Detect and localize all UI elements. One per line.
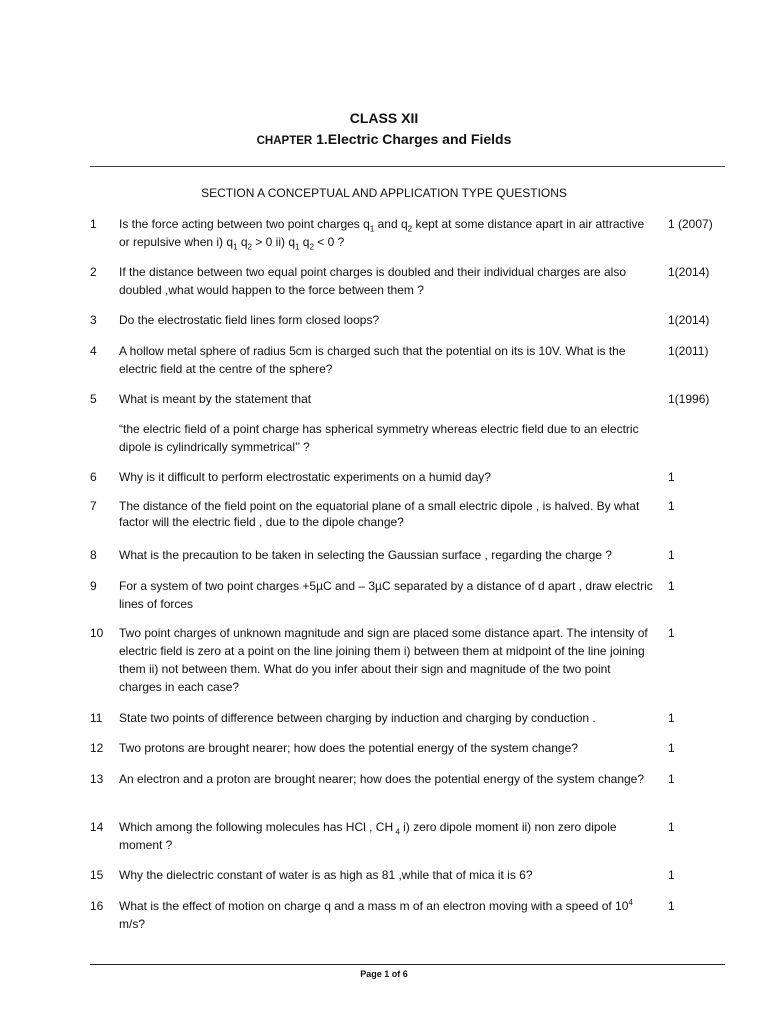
question-marks: 1: [668, 741, 675, 755]
question-marks: 1: [668, 548, 675, 562]
question-marks: 1(2014): [668, 313, 710, 327]
question-text: What is meant by the statement that: [119, 392, 312, 406]
question-number: 5: [90, 392, 97, 406]
question-number: 10: [90, 626, 104, 640]
class-title: CLASS XII: [349, 110, 419, 126]
question-quote: “the electric field of a point charge has spherical symmetry whereas electric field due to an electric dipole is cylindrically symmetrical’’ ?: [119, 422, 639, 454]
question-marks: 1: [668, 868, 675, 882]
question-marks: 1: [668, 711, 675, 725]
question-number: 15: [90, 868, 104, 882]
section-title: SECTION A CONCEPTUAL AND APPLICATION TYPE QUESTIONS: [201, 186, 567, 200]
question-marks: 1(1996): [668, 392, 710, 406]
question-marks: 1(2011): [668, 344, 709, 358]
question-text: Two protons are brought nearer; how does the potential energy of the system change?: [119, 741, 578, 755]
page-footer: Page 1 of 6: [360, 969, 408, 979]
question-text: A hollow metal sphere of radius 5cm is charged such that the potential on its is 10V. What is the electric field at the centre of the sphere?: [119, 344, 626, 376]
total-pages: 6: [402, 969, 408, 979]
question-marks: 1: [668, 899, 675, 913]
chapter-title: [0, 131, 768, 147]
question-marks: 1: [668, 499, 675, 513]
question-text: Two point charges of unknown magnitude and sign are placed some distance apart. The intensity of electric field is zero at a point on the line joining them i) between them at midpoint of the line joining them ii) not between them. What do you infer about their sign and magnitude of the two point charges in each case?: [119, 626, 648, 694]
question-number: 13: [90, 772, 104, 786]
bottom-divider: [90, 964, 725, 965]
top-divider: [90, 166, 725, 167]
question-marks: 1: [668, 820, 675, 834]
question-text: An electron and a proton are brought nearer; how does the potential energy of the system change?: [119, 772, 645, 786]
question-text: What is the effect of motion on charge q and a mass m of an electron moving with a speed of $10^4$ m/s?: [119, 898, 633, 931]
question-text: Which among the following molecules has HCl , CH $_4$ i) zero dipole moment ii) non zero dipole moment ?: [119, 820, 617, 852]
question-text: If the distance between two equal point charges is doubled and their individual charges are also doubled ,what would happen to the force between them ?: [119, 265, 626, 297]
question-number: 3: [90, 313, 97, 327]
question-marks: 1: [668, 626, 675, 640]
question-number: 14: [90, 820, 104, 834]
question-marks: 1: [668, 579, 675, 593]
question-number: 2: [90, 265, 97, 279]
question-number: 16: [90, 899, 104, 913]
question-number: 8: [90, 548, 97, 562]
question-number: 9: [90, 579, 97, 593]
question-text: Why is it difficult to perform electrostatic experiments on a humid day?: [119, 470, 491, 484]
current-page: 1: [384, 969, 390, 979]
question-text: For a system of two point charges +5µC and – 3µC separated by a distance of d apart , draw electric lines of forces: [119, 579, 653, 611]
question-number: 11: [90, 711, 103, 725]
question-text: Do the electrostatic field lines form closed loops?: [119, 313, 380, 327]
question-marks: 1: [668, 470, 675, 484]
question-marks: 1(2014): [668, 265, 710, 279]
question-text: Why the dielectric constant of water is as high as 81 ,while that of mica it is 6?: [119, 868, 533, 882]
question-number: 7: [90, 499, 97, 513]
chapter-prefix: CHAPTER: [256, 135, 313, 147]
question-marks: 1: [668, 772, 675, 786]
question-marks: 1 (2007): [668, 217, 713, 231]
question-text: Is the force acting between two point charges $q_1$ and $q_2$ kept at some distance apart in air attractive or repulsive when i) $q_1$ $q_2 > 0$ ii) $q_1$ $q_2 < 0$ ?: [119, 217, 645, 252]
question-text: The distance of the field point on the equatorial plane of a small electric dipole , is halved. By what factor will the electric field , due to the dipole change?: [119, 499, 640, 529]
question-text: What is the precaution to be taken in selecting the Gaussian surface , regarding the charge ?: [119, 548, 612, 562]
question-number: 1: [90, 217, 97, 231]
question-text: State two points of difference between charging by induction and charging by conduction .: [119, 711, 596, 725]
chapter-name: 1.Electric Charges and Fields: [312, 131, 512, 147]
question-number: 6: [90, 470, 97, 484]
question-number: 4: [90, 344, 97, 358]
question-number: 12: [90, 741, 104, 755]
